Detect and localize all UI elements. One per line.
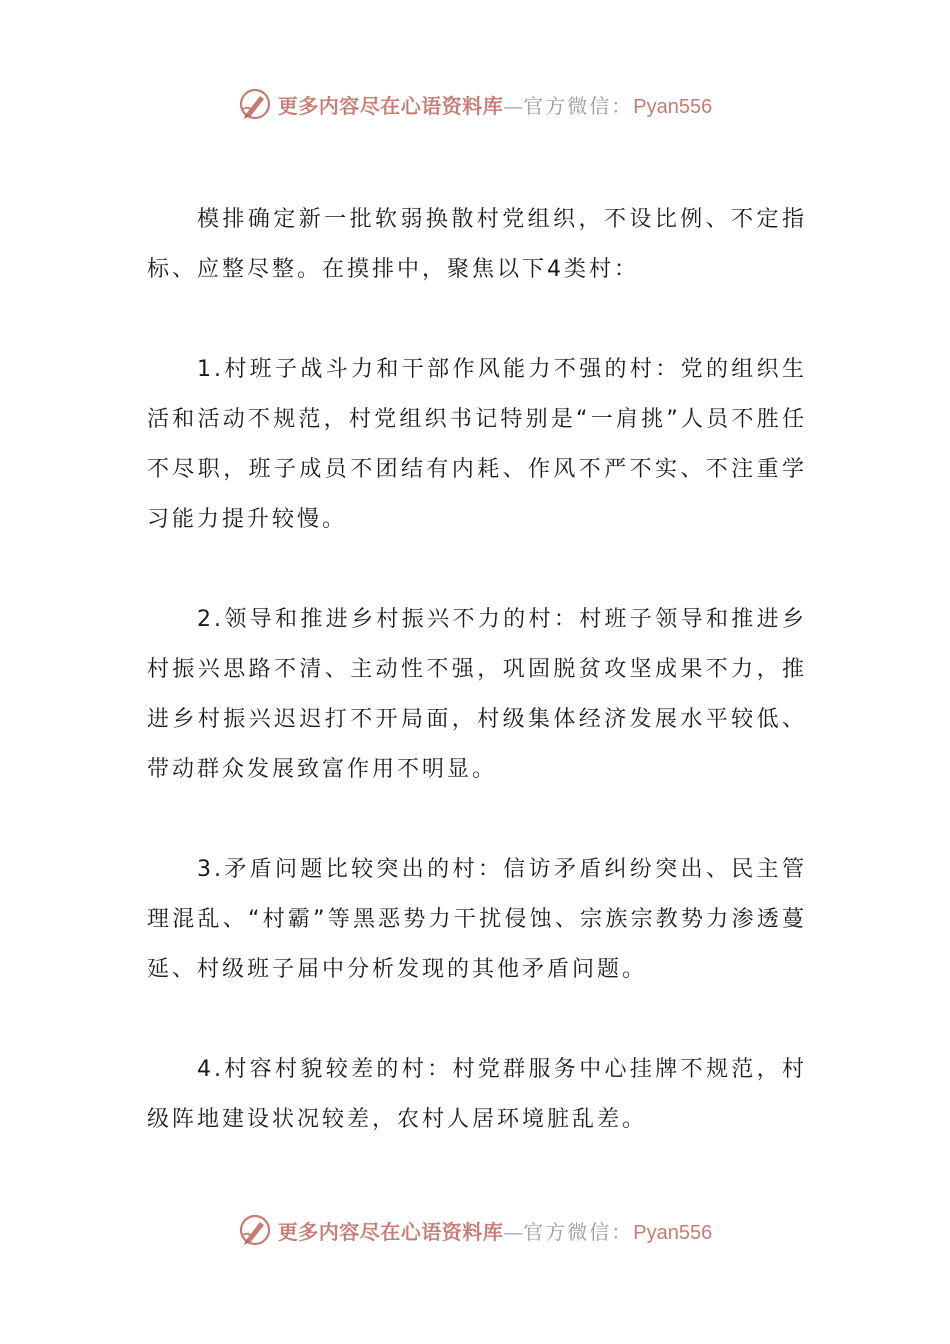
intro-paragraph: 模排确定新一批软弱换散村党组织，不设比例、不定指标、应整尽整。在摸排中，聚焦以下4类村： <box>147 207 807 282</box>
document-body <box>147 195 807 1195</box>
banner-separator: — <box>503 93 524 118</box>
item-2-paragraph: 2.领导和推进乡村振兴不力的村：村班子领导和推进乡村振兴思路不清、主动性不强，巩固脱贫攻坚成果不力，推进乡村振兴迟迟打不开局面，村级集体经济发展水平较低、带动群众发展致富作用不明显。 <box>147 607 807 782</box>
footer-banner <box>0 1210 950 1250</box>
banner-title: 更多内容尽在心语资料库 <box>277 93 504 118</box>
item-1-paragraph: 1.村班子战斗力和干部作风能力不强的村：党的组织生活和活动不规范，村党组织书记特别是“一肩挑”人员不胜任不尽职，班子成员不团结有内耗、作风不严不实、不注重学习能力提升较慢。 <box>147 357 807 532</box>
pen-logo-icon <box>238 1213 272 1247</box>
banner-wechat-id: Pyan556 <box>633 95 713 118</box>
pen-logo-icon <box>238 87 272 121</box>
item-3-paragraph: 3.矛盾问题比较突出的村：信访矛盾纠纷突出、民主管理混乱、“村霸”等黑恶势力干扰侵蚀、宗族宗教势力渗透蔓延、村级班子届中分析发现的其他矛盾问题。 <box>147 857 807 982</box>
banner-wechat-label: 官方微信： <box>523 1219 634 1244</box>
banner-wechat-id: Pyan556 <box>633 1221 713 1244</box>
header-banner <box>0 84 950 124</box>
banner-title: 更多内容尽在心语资料库 <box>277 1219 504 1244</box>
banner-wechat-label: 官方微信： <box>523 93 634 118</box>
item-4-paragraph: 4.村容村貌较差的村：村党群服务中心挂牌不规范，村级阵地建设状况较差，农村人居环境脏乱差。 <box>147 1057 807 1132</box>
banner-separator: — <box>503 1219 524 1244</box>
